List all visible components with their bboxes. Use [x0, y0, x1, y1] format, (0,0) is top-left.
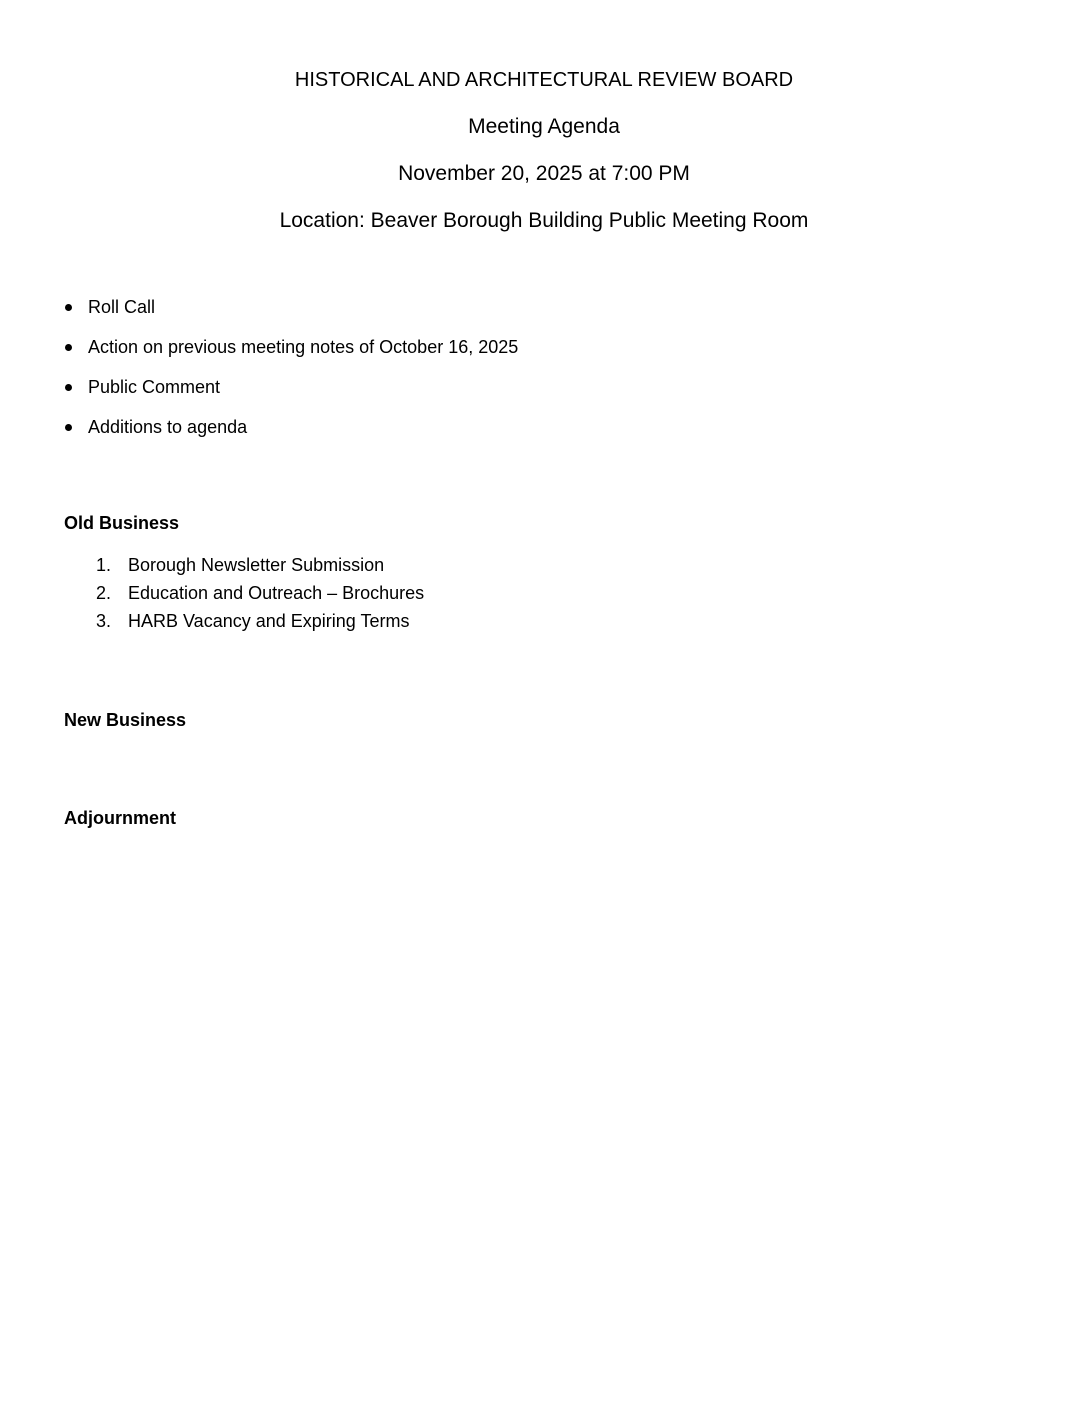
- list-item-text: Education and Outreach – Brochures: [128, 583, 425, 603]
- agenda-item-text: Additions to agenda: [88, 417, 248, 437]
- meeting-date-time: November 20, 2025 at 7:00 PM: [398, 162, 690, 185]
- bullet-icon: [65, 424, 72, 431]
- bullet-icon: [65, 344, 72, 351]
- document-type: Meeting Agenda: [468, 115, 620, 138]
- list-number: 1.: [96, 555, 112, 575]
- list-number: 3.: [96, 611, 112, 631]
- list-item-text: HARB Vacancy and Expiring Terms: [128, 611, 410, 631]
- agenda-item-text: Action on previous meeting notes of October 16, 2025: [88, 337, 519, 357]
- agenda-item-text: Public Comment: [88, 377, 221, 397]
- list-item-text: Borough Newsletter Submission: [128, 555, 385, 575]
- bullet-icon: [65, 304, 72, 311]
- list-number: 2.: [96, 583, 112, 603]
- meeting-location: Location: Beaver Borough Building Public Meeting Room: [279, 209, 809, 232]
- bullet-icon: [65, 384, 72, 391]
- old-business-heading: Old Business: [64, 513, 180, 533]
- board-title: HISTORICAL AND ARCHITECTURAL REVIEW BOARD: [294, 69, 794, 91]
- adjournment-heading: Adjournment: [64, 808, 176, 828]
- agenda-item-text: Roll Call: [88, 297, 156, 317]
- new-business-heading: New Business: [64, 710, 187, 730]
